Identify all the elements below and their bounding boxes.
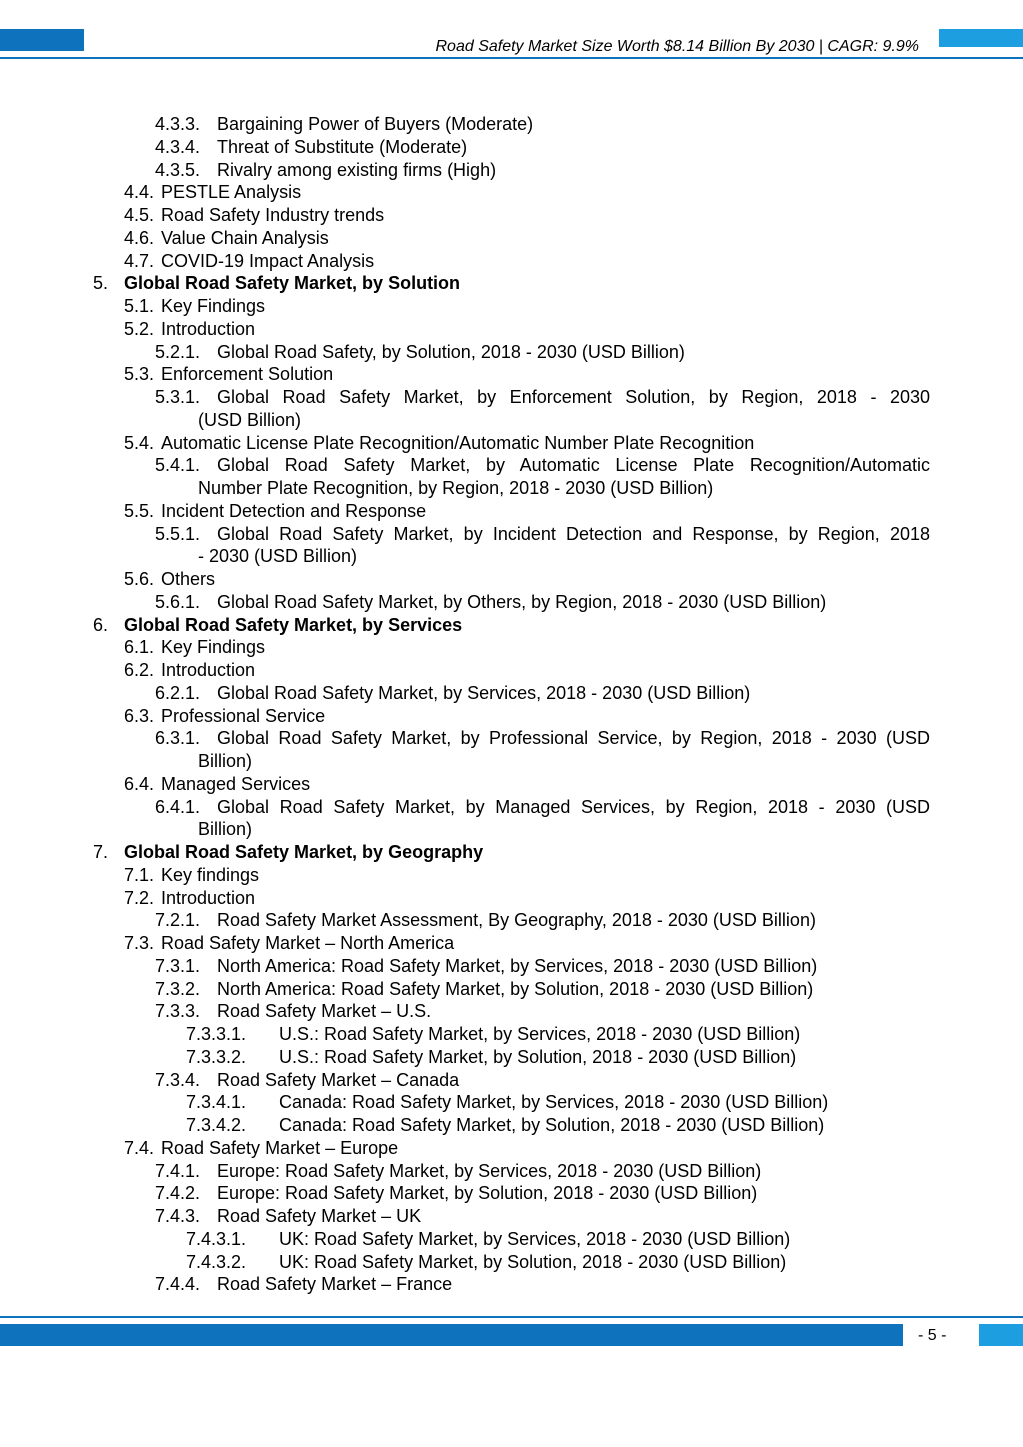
toc-entry bbox=[0, 978, 1023, 1001]
toc-entry-title: Global Road Safety Market, by Others, by Region, 2018 - 2030 (USD Billion) bbox=[217, 591, 827, 612]
toc-entry bbox=[0, 909, 1023, 932]
toc-entry bbox=[0, 727, 1023, 750]
toc-entry-text: 7.3. bbox=[124, 933, 155, 953]
toc-entry-number: 4.3.3. bbox=[155, 114, 201, 134]
toc-entry-title: (USD Billion) bbox=[198, 409, 302, 430]
toc-entry bbox=[0, 363, 1023, 386]
footer-bar bbox=[0, 1324, 903, 1346]
toc-entry-number: 7.2.1. bbox=[155, 910, 201, 931]
toc-entry-text: 5.6. bbox=[124, 569, 155, 589]
toc-entry bbox=[0, 386, 1023, 409]
toc-entry bbox=[0, 887, 1023, 910]
header-accent-right bbox=[939, 29, 1023, 47]
toc-entry-title: UK: Road Safety Market, by Services, 2018 - 2030 (USD Billion) bbox=[279, 1228, 791, 1249]
toc-entry bbox=[0, 773, 1023, 796]
toc-entry-number: 7.3.4.2. bbox=[186, 1115, 247, 1135]
toc-entry bbox=[0, 432, 1023, 455]
toc-entry-title: Global Road Safety, by Solution, 2018 - 2030 (USD Billion) bbox=[217, 341, 685, 362]
toc-entry bbox=[0, 250, 1023, 273]
toc-entry-text: 4.4. bbox=[124, 182, 155, 203]
toc-entry-title: Global Road Safety Market, by Professional Service, by Region, 2018 - 2030 (USD bbox=[217, 728, 930, 749]
toc-entry bbox=[0, 636, 1023, 659]
toc-entry bbox=[0, 591, 1023, 614]
toc-entry bbox=[0, 1137, 1023, 1160]
toc-entry bbox=[0, 796, 1023, 819]
toc-entry-number: 5.6.1. bbox=[155, 591, 201, 612]
toc-entry bbox=[0, 1160, 1023, 1183]
header-rule bbox=[0, 57, 1023, 59]
toc-entry bbox=[0, 1251, 1023, 1274]
toc-entry-number: 7.3.3. bbox=[155, 1001, 201, 1022]
toc-entry-text: 5.2. bbox=[124, 318, 155, 339]
toc-entry-title: U.S.: Road Safety Market, by Services, 2018 - 2030 (USD Billion) bbox=[279, 1024, 801, 1044]
toc-entry bbox=[0, 955, 1023, 978]
toc-entry bbox=[0, 1000, 1023, 1023]
toc-entry-title: - 2030 (USD Billion) bbox=[198, 546, 358, 567]
toc-entry bbox=[0, 568, 1023, 591]
toc-entry bbox=[0, 545, 1023, 568]
toc-entry-number: 7.3.4.1. bbox=[186, 1092, 247, 1113]
toc-entry bbox=[0, 409, 1023, 432]
toc-chapter-title: Global Road Safety Market, by Services bbox=[124, 614, 463, 635]
toc-entry-title: Threat of Substitute (Moderate) bbox=[217, 136, 468, 157]
toc-entry-number: 7.4.3.1. bbox=[186, 1228, 247, 1249]
toc-entry-number: 4.3.5. bbox=[155, 159, 201, 180]
toc-entry-title: UK: Road Safety Market, by Solution, 2018 - 2030 (USD Billion) bbox=[279, 1251, 787, 1272]
toc-entry-number: 5.5.1. bbox=[155, 523, 201, 544]
toc-entry-title: Professional Service bbox=[161, 705, 326, 726]
toc-entry bbox=[0, 932, 1023, 955]
toc-entry-text: 7.2. bbox=[124, 887, 155, 908]
table-of-contents bbox=[0, 113, 1023, 1296]
toc-entry-title: Road Safety Industry trends bbox=[161, 205, 385, 225]
toc-entry bbox=[0, 272, 1023, 295]
footer-accent-right bbox=[979, 1324, 1023, 1346]
toc-entry bbox=[0, 864, 1023, 887]
toc-entry-title: North America: Road Safety Market, by Services, 2018 - 2030 (USD Billion) bbox=[217, 955, 818, 976]
toc-entry bbox=[0, 136, 1023, 159]
toc-entry-number: 7.4.3.2. bbox=[186, 1251, 247, 1272]
toc-entry-number: 6.2.1. bbox=[155, 682, 201, 703]
toc-entry-title: Road Safety Market – Europe bbox=[161, 1137, 399, 1158]
toc-entry-title: Road Safety Market Assessment, By Geography, 2018 - 2030 (USD Billion) bbox=[217, 910, 816, 931]
toc-chapter-title: Global Road Safety Market, by Geography bbox=[124, 842, 484, 862]
toc-entry-number: 5.2.1. bbox=[155, 341, 201, 362]
toc-entry-number: 4.3.4. bbox=[155, 136, 201, 157]
toc-entry-number: 7.3.1. bbox=[155, 955, 201, 976]
toc-entry-title: Global Road Safety Market, by Incident Detection and Response, by Region, 2018 bbox=[217, 523, 930, 544]
toc-entry-title: Others bbox=[161, 569, 216, 589]
header-title: Road Safety Market Size Worth $8.14 Billion By 2030 | CAGR: 9.9% bbox=[435, 38, 919, 55]
toc-entry-text: 6.2. bbox=[124, 660, 155, 680]
toc-entry bbox=[0, 1069, 1023, 1092]
toc-entry-title: Canada: Road Safety Market, by Services, 2018 - 2030 (USD Billion) bbox=[279, 1092, 829, 1113]
toc-entry bbox=[0, 227, 1023, 250]
toc-entry-title: Rivalry among existing firms (High) bbox=[217, 159, 497, 180]
toc-entry bbox=[0, 204, 1023, 227]
toc-entry-title: Global Road Safety Market, by Managed Services, by Region, 2018 - 2030 (USD bbox=[217, 796, 930, 817]
toc-entry-number: 7.3.4. bbox=[155, 1069, 201, 1090]
toc-entry bbox=[0, 614, 1023, 637]
toc-entry bbox=[0, 705, 1023, 728]
toc-entry-title: Europe: Road Safety Market, by Services, 2018 - 2030 (USD Billion) bbox=[217, 1160, 762, 1181]
toc-entry-title: Road Safety Market – North America bbox=[161, 933, 455, 953]
toc-entry bbox=[0, 682, 1023, 705]
toc-entry bbox=[0, 295, 1023, 318]
toc-entry-title: Europe: Road Safety Market, by Solution, 2018 - 2030 (USD Billion) bbox=[217, 1183, 758, 1204]
toc-entry bbox=[0, 341, 1023, 364]
toc-entry-number: 6. bbox=[93, 614, 109, 635]
toc-entry-title: Number Plate Recognition, by Region, 2018 - 2030 (USD Billion) bbox=[198, 478, 714, 498]
toc-entry-text: 4.7. bbox=[124, 250, 155, 271]
toc-entry-title: Key Findings bbox=[161, 637, 266, 658]
toc-entry-number: 7.4.1. bbox=[155, 1160, 201, 1181]
toc-entry-text: 4.6. bbox=[124, 227, 155, 248]
toc-entry-title: Road Safety Market – U.S. bbox=[217, 1001, 432, 1022]
toc-entry-number: 7.3.3.2. bbox=[186, 1046, 247, 1067]
toc-entry-title: Global Road Safety Market, by Enforcement Solution, by Region, 2018 - 2030 bbox=[217, 387, 930, 407]
toc-entry-title: Introduction bbox=[161, 887, 256, 908]
toc-entry-number: 6.4.1. bbox=[155, 796, 201, 817]
toc-entry-text: 6.4. bbox=[124, 773, 155, 794]
toc-entry-number: 7.3.3.1. bbox=[186, 1024, 247, 1044]
toc-entry-number: 5.4.1. bbox=[155, 455, 201, 476]
toc-entry-title: Automatic License Plate Recognition/Automatic Number Plate Recognition bbox=[161, 432, 755, 453]
toc-entry-title: U.S.: Road Safety Market, by Solution, 2018 - 2030 (USD Billion) bbox=[279, 1046, 797, 1067]
toc-entry bbox=[0, 113, 1023, 136]
toc-entry bbox=[0, 500, 1023, 523]
toc-entry-text: 7.1. bbox=[124, 864, 155, 885]
toc-entry-title: Enforcement Solution bbox=[161, 364, 334, 385]
toc-entry bbox=[0, 818, 1023, 841]
toc-entry-title: Bargaining Power of Buyers (Moderate) bbox=[217, 114, 534, 134]
toc-entry-title: Managed Services bbox=[161, 773, 311, 794]
toc-entry bbox=[0, 1228, 1023, 1251]
toc-entry bbox=[0, 1182, 1023, 1205]
toc-entry-number: 7.4.4. bbox=[155, 1274, 201, 1295]
toc-entry-text: 6.3. bbox=[124, 705, 155, 726]
toc-entry bbox=[0, 181, 1023, 204]
toc-entry bbox=[0, 159, 1023, 182]
toc-entry-title: COVID-19 Impact Analysis bbox=[161, 250, 375, 271]
header-accent-left bbox=[0, 29, 84, 51]
toc-entry-title: Value Chain Analysis bbox=[161, 227, 329, 248]
toc-entry-title: Incident Detection and Response bbox=[161, 500, 427, 521]
footer-rule bbox=[0, 1316, 1023, 1318]
toc-entry-title: Key findings bbox=[161, 864, 260, 885]
toc-entry-title: Billion) bbox=[198, 751, 253, 771]
toc-entry-title: PESTLE Analysis bbox=[161, 182, 302, 203]
toc-entry-title: Road Safety Market – UK bbox=[217, 1206, 422, 1226]
toc-entry-number: 7. bbox=[93, 842, 109, 862]
page-number: - 5 - bbox=[918, 1327, 947, 1344]
toc-entry-text: 6.1. bbox=[124, 637, 155, 658]
toc-entry-title: Global Road Safety Market, by Services, 2018 - 2030 (USD Billion) bbox=[217, 682, 751, 703]
toc-entry bbox=[0, 841, 1023, 864]
toc-entry bbox=[0, 1091, 1023, 1114]
toc-entry-title: North America: Road Safety Market, by Solution, 2018 - 2030 (USD Billion) bbox=[217, 978, 814, 999]
toc-entry bbox=[0, 1046, 1023, 1069]
toc-entry-title: Billion) bbox=[198, 819, 253, 840]
toc-entry bbox=[0, 1205, 1023, 1228]
toc-entry-title: Road Safety Market – France bbox=[217, 1274, 453, 1295]
toc-entry-text: 7.4. bbox=[124, 1137, 155, 1158]
toc-entry bbox=[0, 523, 1023, 546]
toc-entry bbox=[0, 750, 1023, 773]
toc-entry bbox=[0, 1273, 1023, 1296]
toc-entry-number: 5.3.1. bbox=[155, 387, 201, 407]
toc-entry-title: Introduction bbox=[161, 318, 256, 339]
toc-entry-number: 7.4.3. bbox=[155, 1206, 201, 1226]
toc-entry-title: Global Road Safety Market, by Automatic License Plate Recognition/Automatic bbox=[217, 455, 930, 476]
toc-entry bbox=[0, 1114, 1023, 1137]
toc-entry bbox=[0, 659, 1023, 682]
toc-entry bbox=[0, 454, 1023, 477]
toc-entry-title: Canada: Road Safety Market, by Solution, 2018 - 2030 (USD Billion) bbox=[279, 1115, 825, 1135]
toc-entry-text: 5.3. bbox=[124, 364, 155, 385]
toc-entry-number: 7.3.2. bbox=[155, 978, 201, 999]
toc-entry-text: 5.1. bbox=[124, 296, 155, 316]
toc-entry-number: 5. bbox=[93, 273, 109, 294]
toc-chapter-title: Global Road Safety Market, by Solution bbox=[124, 273, 461, 294]
toc-entry-title: Key Findings bbox=[161, 296, 266, 316]
toc-entry-number: 6.3.1. bbox=[155, 728, 201, 749]
toc-entry bbox=[0, 318, 1023, 341]
toc-entry-text: 5.5. bbox=[124, 500, 155, 521]
toc-entry-title: Road Safety Market – Canada bbox=[217, 1069, 460, 1090]
toc-entry-number: 7.4.2. bbox=[155, 1183, 201, 1204]
toc-entry-title: Introduction bbox=[161, 660, 256, 680]
toc-entry-text: 4.5. bbox=[124, 205, 155, 225]
toc-entry bbox=[0, 477, 1023, 500]
toc-entry-text: 5.4. bbox=[124, 432, 155, 453]
toc-entry bbox=[0, 1023, 1023, 1046]
